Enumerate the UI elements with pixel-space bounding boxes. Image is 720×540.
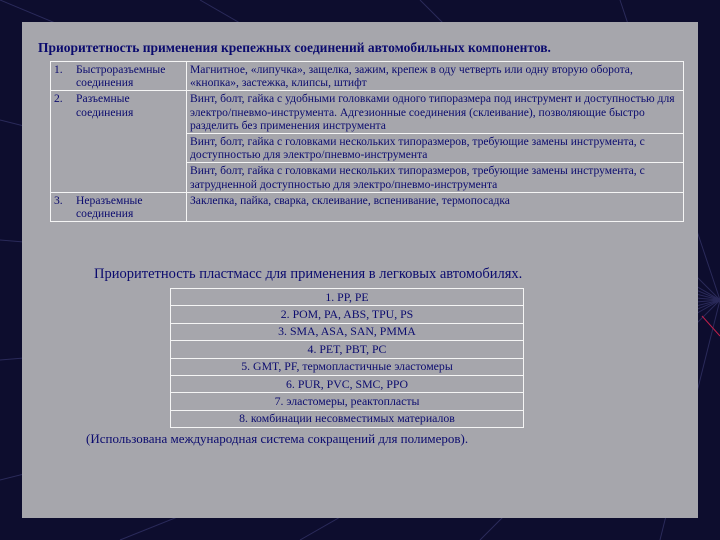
fasteners-title: Приоритетность применения крепежных соединений автомобильных компонентов. xyxy=(38,40,551,55)
plastics-cell: 5. GMT, PF, термопластичные эластомеры xyxy=(171,358,524,375)
plastics-cell: 4. PET, PBT, PC xyxy=(171,341,524,358)
fasteners-table xyxy=(50,61,684,222)
table-row xyxy=(51,62,684,91)
table-row xyxy=(171,358,524,375)
category-label: Разъемные соединения xyxy=(76,92,134,119)
plastics-table xyxy=(170,288,524,428)
plastics-cell: 2. POM, PA, ABS, TPU, PS xyxy=(171,306,524,323)
table-row xyxy=(51,192,684,221)
table-row xyxy=(171,306,524,323)
category-cell xyxy=(51,192,187,221)
category-label: Быстроразъемные соединения xyxy=(76,63,166,90)
category-label: Неразъемные соединения xyxy=(76,193,143,221)
plastics-cell: 1. PP, PE xyxy=(171,289,524,306)
plastics-cell: 8. комбинации несовместимых материалов xyxy=(171,410,524,427)
description-cell: Винт, болт, гайка с головками нескольких типоразмеров, требующие замены инструмента, с затрудненной доступностью для электро/пневмо-инструмента xyxy=(187,163,684,192)
category-number: 1. xyxy=(54,63,63,76)
description-cell: Винт, болт, гайка с удобными головками одного типоразмера под инструмент и доступностью для электро/пневмо-инструмента. Адгезионные соединения (склеивание), позволяющие быстро разделить без применения инструмента xyxy=(187,91,684,134)
description-cell: Заклепка, пайка, сварка, склеивание, вспенивание, термопосадка xyxy=(187,192,684,221)
table-row xyxy=(171,410,524,427)
table-row xyxy=(171,393,524,410)
table-row xyxy=(171,375,524,392)
description-cell: Винт, болт, гайка с головками нескольких типоразмеров, требующие замены инструмента, с доступностью для электро/пневмо-инструмента xyxy=(187,134,684,163)
category-cell xyxy=(51,62,187,91)
plastics-cell: 7. эластомеры, реактопласты xyxy=(171,393,524,410)
plastics-title: Приоритетность пластмасс для применения в легковых автомобилях. xyxy=(94,266,523,282)
category-number: 3. xyxy=(54,193,63,207)
abbreviation-note: (Использована международная система сокращений для полимеров). xyxy=(86,431,469,446)
category-cell xyxy=(51,91,187,192)
table-row xyxy=(171,323,524,340)
plastics-cell: 3. SMA, ASA, SAN, PMMA xyxy=(171,323,524,340)
table-row xyxy=(51,91,684,134)
description-cell: Магнитное, «липучка», защелка, зажим, крепеж в оду четверть или одну вторую оборота, «кнопка», застежка, клипсы, штифт xyxy=(187,62,684,91)
plastics-cell: 6. PUR, PVC, SMC, PPO xyxy=(171,375,524,392)
table-row xyxy=(171,341,524,358)
table-row xyxy=(171,289,524,306)
category-number: 2. xyxy=(54,92,63,106)
